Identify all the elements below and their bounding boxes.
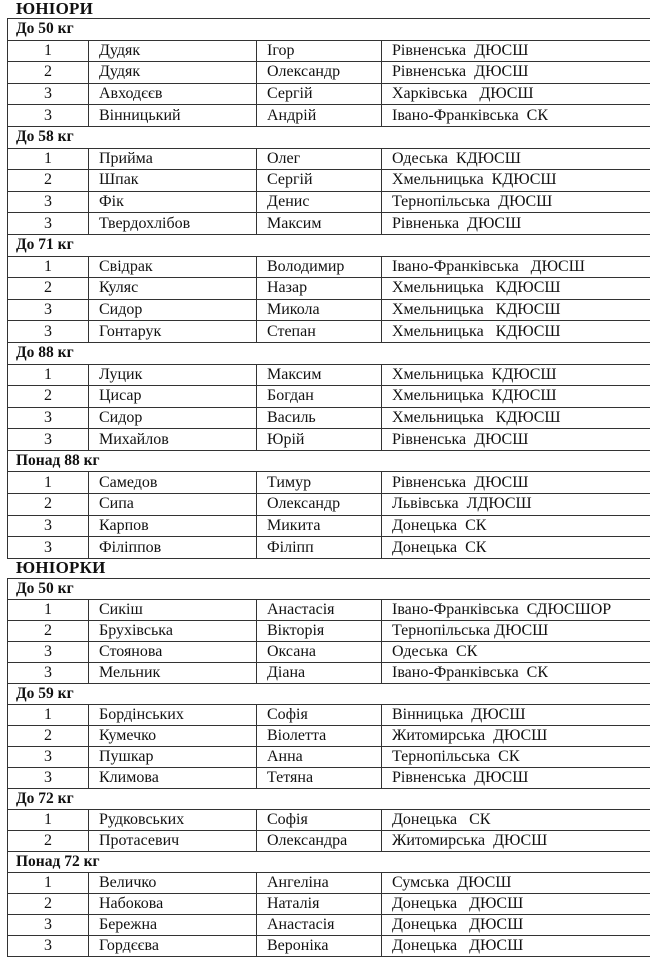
result-row	[8, 873, 650, 894]
first-name-cell: Олег	[257, 148, 382, 170]
surname-cell: Прийма	[89, 148, 257, 170]
first-name-cell: Олександр	[257, 62, 382, 84]
result-row	[8, 83, 650, 105]
surname-cell: Карпов	[89, 515, 257, 537]
surname-cell: Гонтарук	[89, 321, 257, 343]
team-cell: Хмельницька КДЮСШ	[382, 364, 650, 386]
first-name-cell: Володимир	[257, 256, 382, 278]
team-cell: Донецька СК	[382, 537, 650, 559]
team-cell: Івано-Франківська СК	[382, 105, 650, 127]
team-cell: Рівненська ДЮСШ	[382, 62, 650, 84]
first-name-cell: Вероніка	[257, 936, 382, 957]
first-name-cell: Ангеліна	[257, 873, 382, 894]
team-cell: Хмельницька КДЮСШ	[382, 386, 650, 408]
place-cell: 3	[8, 642, 89, 663]
place-cell: 1	[8, 40, 89, 62]
section-title-juniors: ЮНІОРИ	[16, 0, 94, 18]
place-cell: 3	[8, 747, 89, 768]
first-name-cell: Софія	[257, 810, 382, 831]
first-name-cell: Віолетта	[257, 726, 382, 747]
weight-category-row	[8, 789, 650, 810]
result-row	[8, 429, 650, 451]
surname-cell: Шпак	[89, 170, 257, 192]
weight-category-label: До 59 кг	[8, 684, 650, 705]
result-row	[8, 40, 650, 62]
surname-cell: Фік	[89, 191, 257, 213]
place-cell: 3	[8, 537, 89, 559]
surname-cell: Климова	[89, 768, 257, 789]
result-row	[8, 191, 650, 213]
first-name-cell: Анастасія	[257, 915, 382, 936]
team-cell: Вінницька ДЮСШ	[382, 705, 650, 726]
section-title-junior-women: ЮНІОРКИ	[16, 558, 106, 577]
result-row	[8, 386, 650, 408]
first-name-cell: Микола	[257, 299, 382, 321]
surname-cell: Бережна	[89, 915, 257, 936]
team-cell: Рівненська ДЮСШ	[382, 472, 650, 494]
team-cell: Хмельницька КДЮСШ	[382, 299, 650, 321]
team-cell: Донецька ДЮСШ	[382, 936, 650, 957]
team-cell: Івано-Франківська СДЮСШОР	[382, 600, 650, 621]
team-cell: Хмельницька КДЮСШ	[382, 321, 650, 343]
surname-cell: Свідрак	[89, 256, 257, 278]
first-name-cell: Сергій	[257, 83, 382, 105]
weight-category-row	[8, 234, 650, 256]
result-row	[8, 915, 650, 936]
place-cell: 2	[8, 170, 89, 192]
place-cell: 1	[8, 364, 89, 386]
result-row	[8, 663, 650, 684]
result-row	[8, 600, 650, 621]
first-name-cell: Софія	[257, 705, 382, 726]
weight-category-row	[8, 684, 650, 705]
team-cell: Львівська ЛДЮСШ	[382, 494, 650, 516]
team-cell: Тернопільська ДЮСШ	[382, 621, 650, 642]
place-cell: 3	[8, 663, 89, 684]
surname-cell: Рудковських	[89, 810, 257, 831]
team-cell: Донецька СК	[382, 515, 650, 537]
surname-cell: Пушкар	[89, 747, 257, 768]
team-cell: Донецька СК	[382, 810, 650, 831]
first-name-cell: Анна	[257, 747, 382, 768]
result-row	[8, 170, 650, 192]
place-cell: 2	[8, 278, 89, 300]
place-cell: 1	[8, 148, 89, 170]
first-name-cell: Микита	[257, 515, 382, 537]
weight-category-row	[8, 126, 650, 148]
first-name-cell: Денис	[257, 191, 382, 213]
place-cell: 3	[8, 321, 89, 343]
surname-cell: Стоянова	[89, 642, 257, 663]
weight-category-label: До 71 кг	[8, 234, 650, 256]
first-name-cell: Олександра	[257, 831, 382, 852]
place-cell: 1	[8, 810, 89, 831]
result-row	[8, 894, 650, 915]
team-cell: Івано-Франківська СК	[382, 663, 650, 684]
place-cell: 2	[8, 894, 89, 915]
first-name-cell: Діана	[257, 663, 382, 684]
result-row	[8, 148, 650, 170]
result-row	[8, 747, 650, 768]
place-cell: 3	[8, 191, 89, 213]
team-cell: Рівненська ДЮСШ	[382, 429, 650, 451]
weight-category-row	[8, 19, 650, 41]
surname-cell: Михайлов	[89, 429, 257, 451]
team-cell: Одеська СК	[382, 642, 650, 663]
surname-cell: Куляс	[89, 278, 257, 300]
result-row	[8, 642, 650, 663]
place-cell: 3	[8, 83, 89, 105]
result-row	[8, 537, 650, 559]
weight-category-row	[8, 579, 650, 600]
place-cell: 2	[8, 386, 89, 408]
first-name-cell: Степан	[257, 321, 382, 343]
team-cell: Харківська ДЮСШ	[382, 83, 650, 105]
surname-cell: Філіппов	[89, 537, 257, 559]
team-cell: Тернопільська СК	[382, 747, 650, 768]
first-name-cell: Богдан	[257, 386, 382, 408]
result-row	[8, 621, 650, 642]
team-cell: Хмельницька КДЮСШ	[382, 170, 650, 192]
first-name-cell: Ігор	[257, 40, 382, 62]
first-name-cell: Максим	[257, 213, 382, 235]
team-cell: Рівненська ДЮСШ	[382, 40, 650, 62]
surname-cell: Брухівська	[89, 621, 257, 642]
surname-cell: Вінницький	[89, 105, 257, 127]
result-row	[8, 831, 650, 852]
team-cell: Тернопільська ДЮСШ	[382, 191, 650, 213]
weight-category-row	[8, 852, 650, 873]
surname-cell: Сипа	[89, 494, 257, 516]
result-row	[8, 407, 650, 429]
team-cell: Житомирська ДЮСШ	[382, 831, 650, 852]
first-name-cell: Василь	[257, 407, 382, 429]
surname-cell: Цисар	[89, 386, 257, 408]
result-row	[8, 62, 650, 84]
surname-cell: Дудяк	[89, 40, 257, 62]
weight-category-label: До 50 кг	[8, 19, 650, 41]
results-table-juniors	[7, 18, 650, 559]
team-cell: Хмельницька КДЮСШ	[382, 278, 650, 300]
place-cell: 2	[8, 62, 89, 84]
first-name-cell: Філіпп	[257, 537, 382, 559]
surname-cell: Мельник	[89, 663, 257, 684]
team-cell: Рівненська ДЮСШ	[382, 768, 650, 789]
place-cell: 3	[8, 213, 89, 235]
team-cell: Івано-Франківська ДЮСШ	[382, 256, 650, 278]
surname-cell: Протасевич	[89, 831, 257, 852]
weight-category-label: До 58 кг	[8, 126, 650, 148]
place-cell: 3	[8, 407, 89, 429]
surname-cell: Твердохлібов	[89, 213, 257, 235]
place-cell: 1	[8, 472, 89, 494]
weight-category-label: До 72 кг	[8, 789, 650, 810]
result-row	[8, 515, 650, 537]
first-name-cell: Тетяна	[257, 768, 382, 789]
result-row	[8, 936, 650, 957]
results-table-junior-women	[7, 578, 650, 957]
weight-category-row	[8, 342, 650, 364]
surname-cell: Сидор	[89, 299, 257, 321]
place-cell: 2	[8, 494, 89, 516]
surname-cell: Сидор	[89, 407, 257, 429]
surname-cell: Кумечко	[89, 726, 257, 747]
surname-cell: Бордінських	[89, 705, 257, 726]
first-name-cell: Вікторія	[257, 621, 382, 642]
surname-cell: Луцик	[89, 364, 257, 386]
team-cell: Одеська КДЮСШ	[382, 148, 650, 170]
place-cell: 1	[8, 600, 89, 621]
weight-category-label: Понад 88 кг	[8, 450, 650, 472]
weight-category-row	[8, 450, 650, 472]
place-cell: 3	[8, 105, 89, 127]
team-cell: Донецька ДЮСШ	[382, 915, 650, 936]
result-row	[8, 321, 650, 343]
team-cell: Рівненька ДЮСШ	[382, 213, 650, 235]
first-name-cell: Оксана	[257, 642, 382, 663]
team-cell: Донецька ДЮСШ	[382, 894, 650, 915]
first-name-cell: Олександр	[257, 494, 382, 516]
result-row	[8, 213, 650, 235]
place-cell: 3	[8, 299, 89, 321]
weight-category-label: До 50 кг	[8, 579, 650, 600]
first-name-cell: Тимур	[257, 472, 382, 494]
place-cell: 3	[8, 915, 89, 936]
place-cell: 2	[8, 831, 89, 852]
result-row	[8, 726, 650, 747]
place-cell: 3	[8, 936, 89, 957]
first-name-cell: Сергій	[257, 170, 382, 192]
place-cell: 3	[8, 768, 89, 789]
team-cell: Сумська ДЮСШ	[382, 873, 650, 894]
result-row	[8, 299, 650, 321]
surname-cell: Гордєєва	[89, 936, 257, 957]
first-name-cell: Андрій	[257, 105, 382, 127]
place-cell: 2	[8, 726, 89, 747]
first-name-cell: Наталія	[257, 894, 382, 915]
team-cell: Житомирська ДЮСШ	[382, 726, 650, 747]
weight-category-label: До 88 кг	[8, 342, 650, 364]
surname-cell: Величко	[89, 873, 257, 894]
surname-cell: Дудяк	[89, 62, 257, 84]
surname-cell: Авходєєв	[89, 83, 257, 105]
place-cell: 2	[8, 621, 89, 642]
place-cell: 1	[8, 873, 89, 894]
surname-cell: Сикіш	[89, 600, 257, 621]
result-row	[8, 705, 650, 726]
weight-category-label: Понад 72 кг	[8, 852, 650, 873]
surname-cell: Самедов	[89, 472, 257, 494]
first-name-cell: Юрій	[257, 429, 382, 451]
place-cell: 3	[8, 515, 89, 537]
result-row	[8, 768, 650, 789]
result-row	[8, 256, 650, 278]
result-row	[8, 105, 650, 127]
team-cell: Хмельницька КДЮСШ	[382, 407, 650, 429]
surname-cell: Набокова	[89, 894, 257, 915]
place-cell: 1	[8, 256, 89, 278]
result-row	[8, 494, 650, 516]
result-row	[8, 472, 650, 494]
result-row	[8, 364, 650, 386]
first-name-cell: Назар	[257, 278, 382, 300]
result-row	[8, 278, 650, 300]
first-name-cell: Анастасія	[257, 600, 382, 621]
first-name-cell: Максим	[257, 364, 382, 386]
place-cell: 3	[8, 429, 89, 451]
place-cell: 1	[8, 705, 89, 726]
result-row	[8, 810, 650, 831]
